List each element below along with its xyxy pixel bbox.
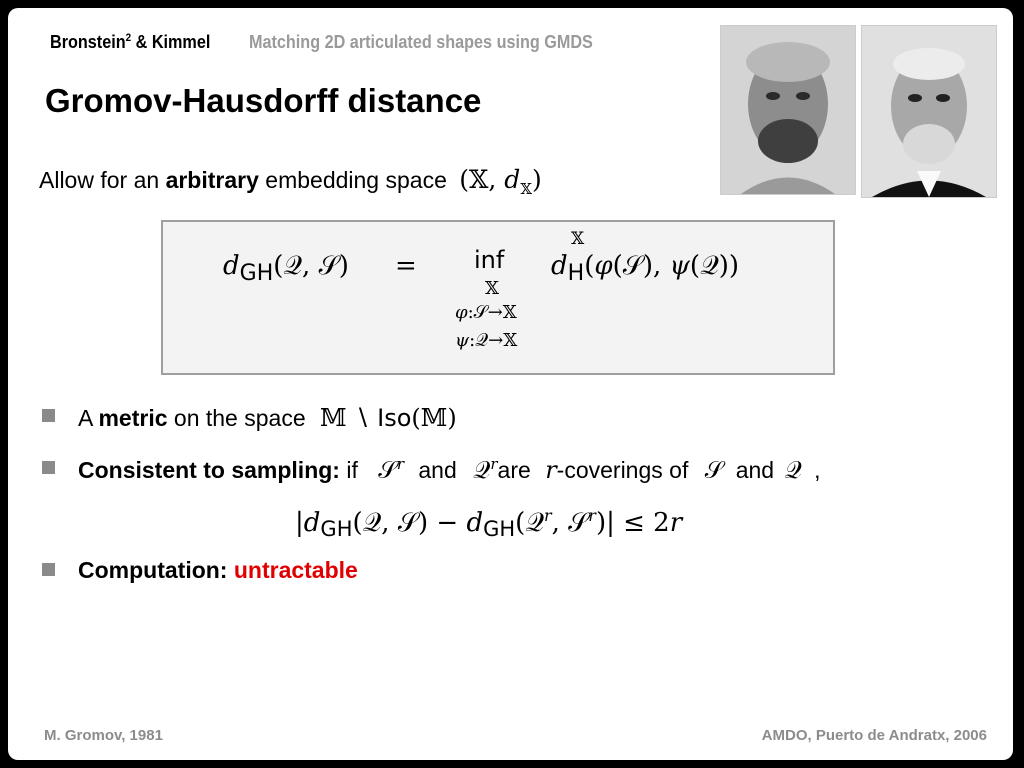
bullet-marker — [42, 409, 55, 422]
bullet-marker — [42, 563, 55, 576]
svg-text:|dGH(𝒬, 𝒮) − dGH(𝒬r, 𝒮r)|: |dGH(𝒬, 𝒮) − dGH(𝒬$^r$, 𝒮$^r$)| ≤ 2r — [295, 506, 683, 541]
portrait-gromov — [720, 25, 856, 195]
metric-space-formula: 𝕄 ∖ Iso(𝕄) — [320, 404, 457, 432]
bullet-metric: A metric on the space 𝕄 ∖ Iso(𝕄) — [78, 404, 457, 432]
bullet-computation: Computation: untractable — [78, 557, 358, 583]
bullet-sampling: Consistent to sampling: if 𝒮$^r$ and 𝒬$^r$are r-coverings of 𝒮 and 𝒬 , — [78, 455, 821, 484]
portrait-hausdorff — [861, 25, 997, 198]
footer-right: AMDO, Puerto de Andratx, 2006 — [761, 727, 987, 744]
page-title: Gromov-Hausdorff distance — [45, 82, 482, 119]
intro-text: Allow for an arbitrary embedding space (𝕏, $d_𝕏$) — [39, 165, 542, 198]
consistency-inequality — [291, 497, 771, 541]
svg-text:inf: inf — [474, 246, 505, 274]
svg-text:ψ:𝒬→𝕏: ψ:𝒬→𝕏 — [455, 330, 518, 351]
svg-text:𝕏: 𝕏 — [571, 229, 585, 249]
bullet-marker — [42, 461, 55, 474]
svg-text:=: = — [395, 251, 417, 281]
svg-text:dH(φ(𝒮), ψ(𝒬)): $d_H(\varphi(𝒮)$, ψ(𝒬)) — [551, 251, 740, 286]
gh-distance-formula — [161, 220, 835, 375]
slide — [8, 8, 1013, 760]
embedding-space-formula: (𝕏, $d_𝕏$) — [459, 165, 542, 198]
svg-text:φ:𝒮→𝕏: φ:𝒮→𝕏 — [455, 302, 517, 323]
footer-left: M. Gromov, 1981 — [44, 727, 163, 744]
svg-text:𝕏: 𝕏 — [485, 278, 499, 299]
svg-text:dGH(𝒬, 𝒮): $d_{GH}(𝒬$, 𝒮) — [223, 251, 349, 286]
gh-formula-svg — [163, 222, 833, 373]
header-subtitle: Matching 2D articulated shapes using GMDS — [249, 32, 593, 52]
header-authors: Bronstein$^2$ & Kimmel — [50, 32, 211, 52]
